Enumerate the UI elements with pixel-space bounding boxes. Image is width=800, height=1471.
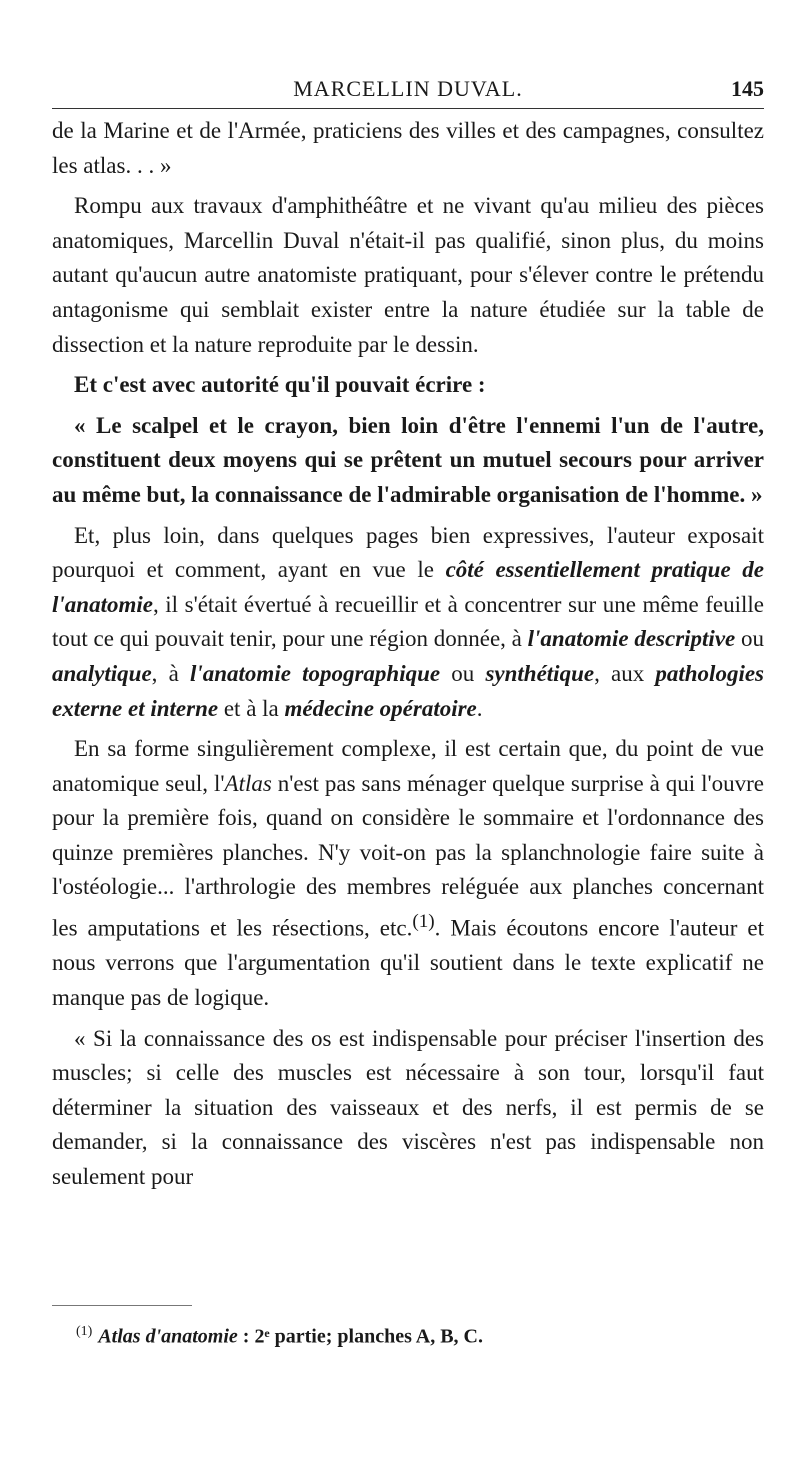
paragraph-2: Rompu aux travaux d'amphithéâtre et ne vivant qu'au milieu des pièces anatomiques, Marcellin Duval n'était-il pas qualifié, sinon plus, du moins autant qu'aucun autre anatomiste pratiquant, pour s'élever contre le prétendu antagonisme qui semblait exister entre la nature étudiée sur la table de dissection et la nature reproduite par le dessin. bbox=[52, 193, 764, 357]
italic-run: analytique bbox=[52, 660, 152, 686]
text-run: et à la bbox=[218, 695, 285, 721]
text-run: ou bbox=[440, 660, 486, 686]
text-run: Et, plus loin, dans quelques pages bien expressives, l'auteur exposait pourquoi et comment, ayant en vue le bbox=[52, 522, 764, 583]
italic-run: synthétique bbox=[485, 660, 595, 686]
italic-run: l'anatomie topographique bbox=[189, 660, 441, 686]
footnote-reference: (1) bbox=[412, 911, 435, 933]
paragraph-6 bbox=[52, 732, 764, 1015]
italic-run: Atlas bbox=[224, 770, 272, 796]
running-head bbox=[52, 74, 764, 109]
text-run: En sa forme singulièrement complexe, il est certain que, du point de vue anatomique seul, l' bbox=[52, 736, 764, 796]
paragraph-1: de la Marine et de l'Armée, praticiens des villes et des campagnes, consultez les atlas. . . » bbox=[52, 118, 764, 178]
page-number: 145 bbox=[731, 76, 764, 101]
footnote-mark: (1) bbox=[76, 1324, 93, 1339]
footnote bbox=[76, 1318, 766, 1351]
text-run: . Mais écoutons encore l'auteur et nous verrons que l'argumentation qu'il soutient dans le texte explicatif ne manque pas de logique. bbox=[52, 915, 764, 1010]
italic-run: l'anatomie descriptive bbox=[527, 626, 736, 652]
text-run: n'est pas sans ménager quelque surprise à qui l'ouvre pour la première fois, quand on considère le sommaire et l'ordonnance des quinze premières planches. N'y voit-on pas la splanchnologie faire suite à l'ostéologie... l'arthrologie des membres reléguée aux planches concernant les amputations et les résections, etc. bbox=[52, 770, 764, 941]
text-run: , il s'était évertué à recueillir et à concentrer sur une même feuille tout ce qui pouvait tenir, pour une région donnée, à bbox=[52, 591, 764, 652]
italic-run: médecine opératoire bbox=[284, 695, 477, 721]
text-run: . bbox=[476, 695, 483, 721]
text-run: , à bbox=[151, 660, 190, 686]
text-run: ou bbox=[735, 626, 765, 652]
paragraph-7: « Si la connaissance des os est indispensable pour préciser l'insertion des muscles; si celle des muscles est nécessaire à son tour, lorsqu'il faut déterminer la situation des vaisseaux et des nerfs, il est permis de se demander, si la connaissance des viscères n'est pas indispensable non seulement pour bbox=[52, 1025, 764, 1189]
page-body bbox=[52, 114, 764, 1200]
footnote-title: Atlas d'anatomie bbox=[98, 1325, 238, 1348]
paragraph-5 bbox=[52, 519, 764, 727]
text-run: , aux bbox=[594, 660, 656, 686]
paragraph-3: Et c'est avec autorité qu'il pouvait écrire : bbox=[74, 372, 486, 398]
quote-paragraph: « Le scalpel et le crayon, bien loin d'être l'ennemi l'un de l'autre, constituent deux moyens qui se prêtent un mutuel secours pour arriver au même but, la connaissance de l'admirable organisation de l'homme. » bbox=[52, 412, 764, 507]
footnote-divider bbox=[52, 1305, 192, 1306]
footnote-text: : 2ᵉ partie; planches A, B, C. bbox=[242, 1325, 483, 1348]
running-title: MARCELLIN DUVAL. bbox=[293, 76, 523, 101]
italic-run: côté essentiellement pratique de l'anatomie bbox=[52, 557, 764, 617]
italic-run: pathologies externe et interne bbox=[52, 660, 764, 721]
